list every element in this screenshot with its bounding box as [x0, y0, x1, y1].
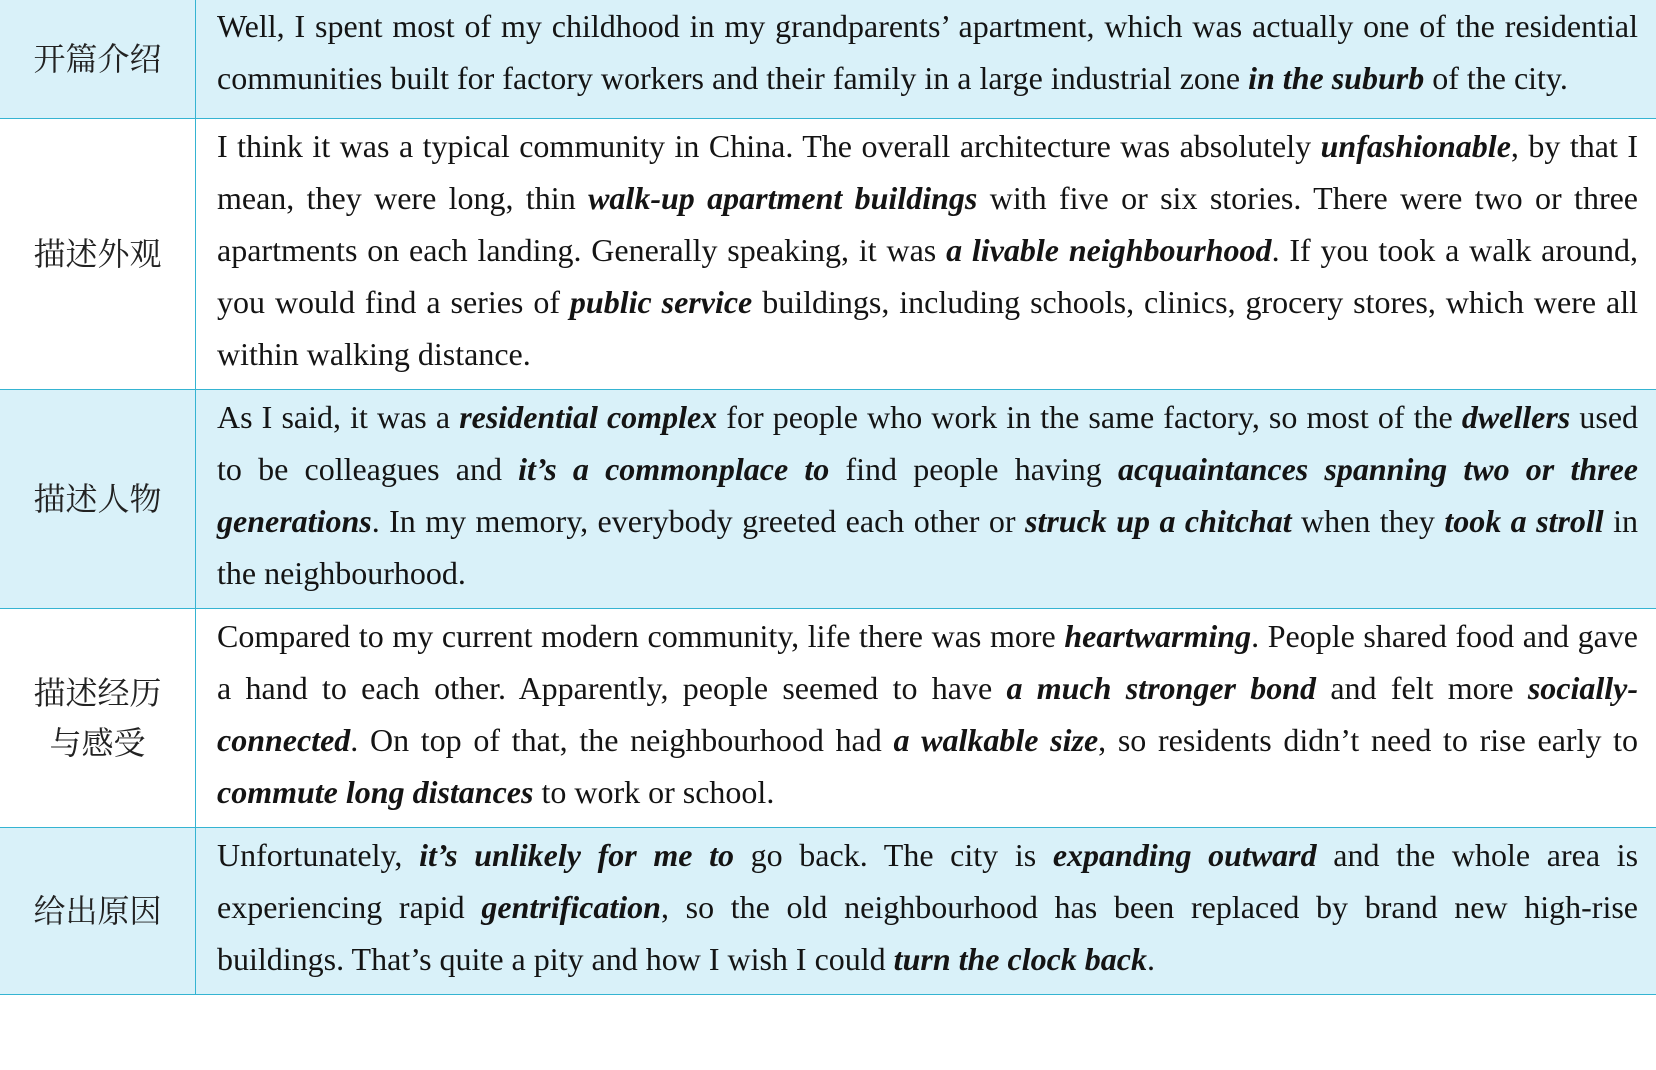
text-segment: and the whole area is experiencing rapid: [217, 837, 1639, 925]
row-label: [0, 0, 196, 119]
key-phrase: took a stroll: [1444, 503, 1604, 539]
text-segment: , so residents didn’t need to rise early to: [1098, 722, 1639, 758]
key-phrase: it’s a commonplace to: [518, 451, 830, 487]
text-segment: . People shared food and gave a hand to each other. Apparently, people seemed to have: [217, 618, 1639, 706]
text-segment: , by that I mean, they were long, thin: [217, 128, 1639, 216]
key-phrase: gentrification: [481, 889, 661, 925]
key-phrase: dwellers: [1461, 399, 1571, 435]
row-content: [196, 828, 1656, 995]
table-row-appearance: [0, 119, 1656, 390]
text-segment: find people having: [829, 451, 1118, 487]
text-segment: go back. The city is: [733, 837, 1053, 873]
row-label-text: 开篇介绍: [33, 40, 162, 78]
text-segment: . On top of that, the neighbourhood had: [350, 722, 894, 758]
text-segment: and felt more: [1316, 670, 1528, 706]
key-phrase: a livable neighbourhood: [946, 232, 1272, 268]
key-phrase: a much stronger bond: [1006, 670, 1317, 706]
key-phrase: turn the clock back: [893, 941, 1147, 977]
key-phrase: unfashionable: [1320, 128, 1511, 164]
row-label: [0, 119, 196, 390]
key-phrase: socially-connected: [217, 670, 1639, 758]
row-label: [0, 828, 196, 995]
text-segment: for people who work in the same factory, so most of the: [717, 399, 1462, 435]
key-phrase: acquaintances spanning two or three generations: [217, 451, 1639, 539]
key-phrase: it’s unlikely for me to: [419, 837, 734, 873]
key-phrase: residential complex: [459, 399, 718, 435]
row-content: [196, 119, 1656, 390]
row-label-text: 给出原因: [33, 892, 162, 930]
text-segment: Compared to my current modern community, life there was more: [217, 618, 1065, 654]
key-phrase: struck up a chitchat: [1025, 503, 1292, 539]
text-segment: in the neighbourhood.: [217, 503, 1639, 591]
key-phrase: heartwarming: [1064, 618, 1252, 654]
key-phrase: commute long distances: [217, 774, 534, 810]
text-segment: used to be colleagues and: [217, 399, 1639, 487]
text-segment: with five or six stories. There were two or three apartments on each landing. Generally speaking, it was: [217, 180, 1639, 268]
text-segment: , so the old neighbourhood has been replaced by brand new high-rise buildings. That’s quite a pity and how I wish I could: [217, 889, 1639, 977]
key-phrase: public service: [569, 284, 753, 320]
text-segment: .: [1147, 941, 1155, 977]
row-label-text: 描述人物: [33, 480, 162, 518]
text-segment: I think it was a typical community in China. The overall architecture was absolutely: [217, 128, 1321, 164]
text-segment: . In my memory, everybody greeted each other or: [371, 503, 1025, 539]
text-segment: . If you took a walk around, you would find a series of: [217, 232, 1639, 320]
text-segment: buildings, including schools, clinics, grocery stores, which were all within walking distance.: [217, 284, 1639, 372]
text-segment: Unfortunately,: [217, 837, 420, 873]
table-row-reason: [0, 828, 1656, 995]
row-label-text: 描述外观: [33, 235, 162, 273]
key-phrase: a walkable size: [893, 722, 1099, 758]
row-label-text: 描述经历与感受: [33, 674, 162, 762]
text-segment: when they: [1291, 503, 1445, 539]
text-segment: of the city.: [1424, 60, 1568, 96]
row-label: [0, 609, 196, 828]
row-content: [196, 390, 1656, 609]
table-row-people: [0, 390, 1656, 609]
text-segment: Well, I spent most of my childhood in my grandparents’ apartment, which was actually one of the residential communities built for factory workers and their family in a large industrial zone: [217, 8, 1638, 96]
key-phrase: in the suburb: [1248, 60, 1425, 96]
row-label: [0, 390, 196, 609]
row-content: [196, 0, 1656, 119]
text-segment: As I said, it was a: [217, 399, 460, 435]
table-row-experience: [0, 609, 1656, 828]
text-segment: to work or school.: [533, 774, 775, 810]
table-row-opening: [0, 0, 1656, 119]
key-phrase: walk-up apartment buildings: [588, 180, 978, 216]
key-phrase: expanding outward: [1052, 837, 1317, 873]
row-content: [196, 609, 1656, 828]
